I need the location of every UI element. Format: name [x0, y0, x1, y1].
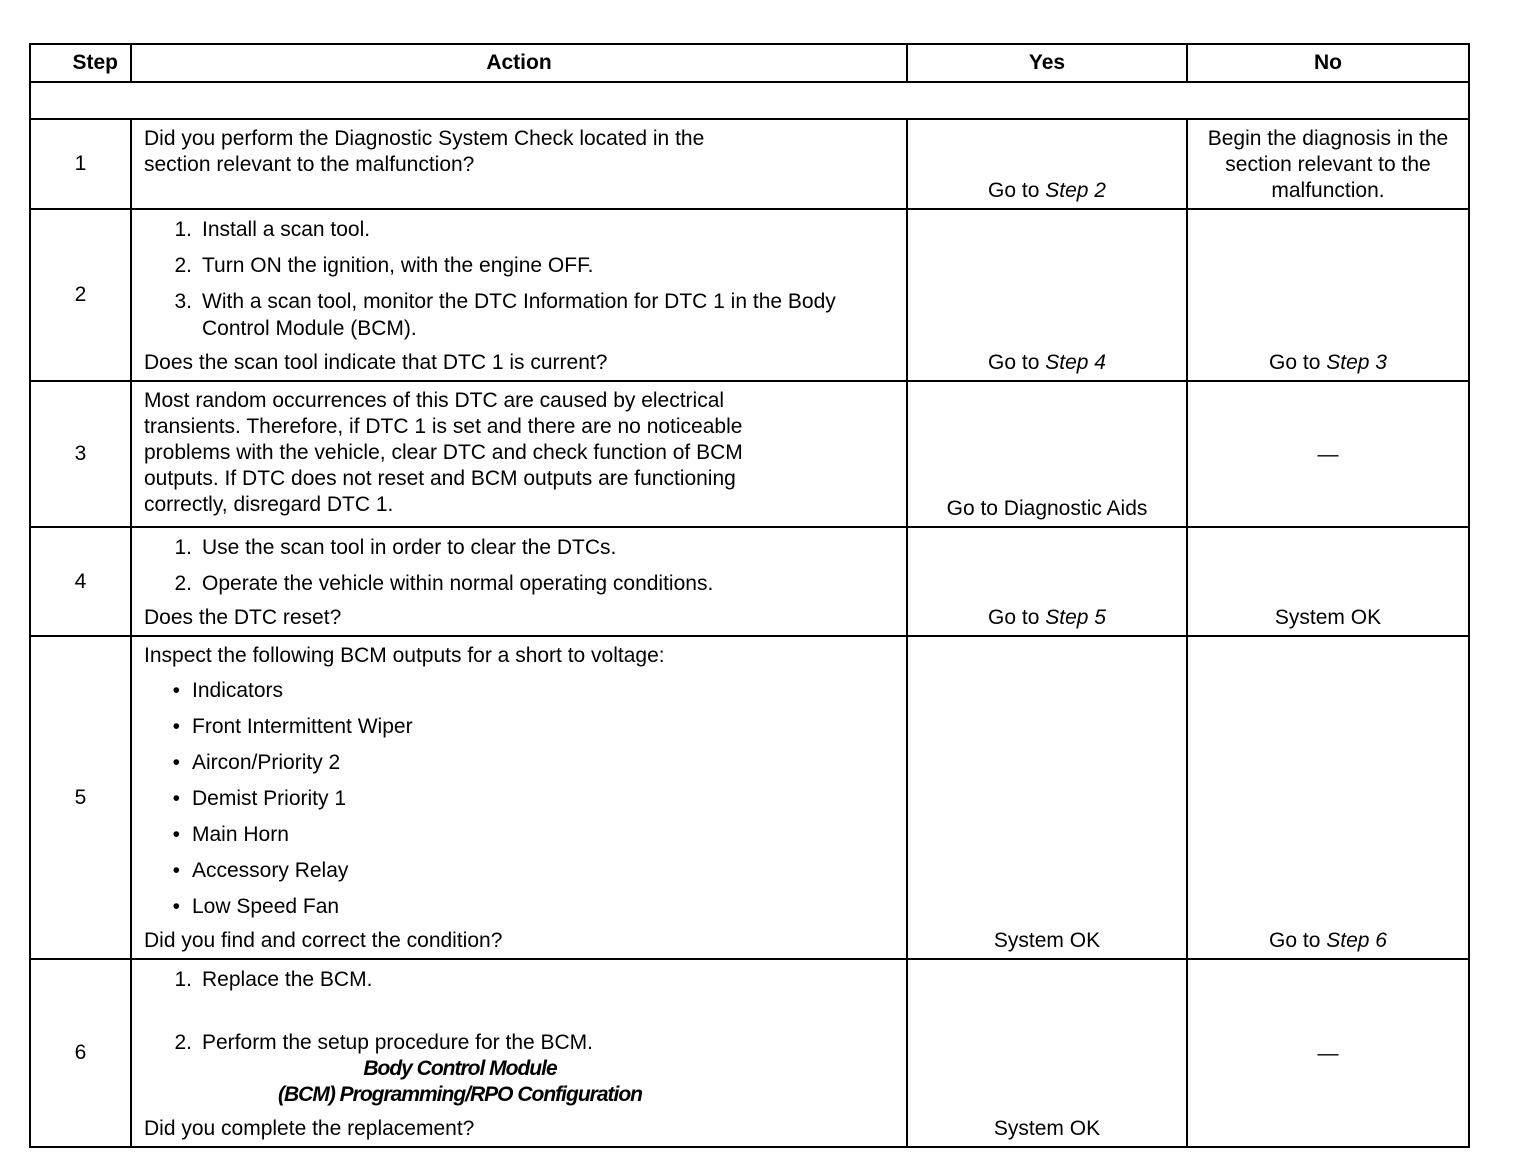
bullet-icon: • — [172, 859, 180, 882]
list-item-text: Aircon/Priority 2 — [192, 751, 341, 774]
list-item — [144, 677, 896, 704]
no-text: System OK — [1274, 606, 1382, 629]
yes-result — [907, 209, 1187, 381]
no-prefix: Go to — [1269, 351, 1321, 374]
bullet-icon: • — [172, 751, 180, 774]
list-item — [144, 966, 896, 993]
table-row — [30, 959, 1469, 1147]
yes-result — [907, 527, 1187, 636]
header-step: Step — [30, 44, 131, 82]
no-prefix: Go to — [1269, 929, 1321, 952]
yes-result — [907, 636, 1187, 959]
list-item — [144, 713, 896, 740]
step-number: 4 — [30, 527, 131, 636]
list-item-text: Indicators — [192, 679, 284, 702]
list-item-text: Accessory Relay — [192, 859, 349, 882]
yes-result — [907, 381, 1187, 527]
bullet-icon: • — [172, 787, 180, 810]
list-item-text: Turn ON the ignition, with the engine OFF. — [202, 254, 594, 277]
yes-step-link[interactable]: Step 4 — [1045, 351, 1106, 374]
action-question: Did you find and correct the condition? — [144, 929, 503, 952]
no-result — [1187, 527, 1469, 636]
diagnostic-table — [29, 43, 1470, 1148]
item-number: 1. — [174, 218, 192, 241]
no-result — [1187, 209, 1469, 381]
list-item — [144, 1029, 896, 1056]
item-number: 3. — [174, 290, 192, 313]
procedure-link: (BCM) Programming/RPO Configuration — [278, 1083, 642, 1106]
no-result — [1187, 119, 1469, 209]
item-number: 2. — [174, 572, 192, 595]
header-no: No — [1187, 44, 1469, 82]
no-result — [1187, 636, 1469, 959]
step-number: 3 — [30, 381, 131, 527]
yes-step-link[interactable]: Step 2 — [1045, 179, 1106, 202]
list-item-text: With a scan tool, monitor the DTC Information for DTC 1 in the Body Control Module (BCM). — [202, 290, 836, 340]
list-item-text: Replace the BCM. — [202, 968, 373, 991]
table-row — [30, 381, 1469, 527]
no-result — [1187, 959, 1469, 1147]
step-number: 6 — [30, 959, 131, 1147]
action-list — [144, 216, 896, 342]
action-question: Does the DTC reset? — [144, 606, 342, 629]
list-item-text: Operate the vehicle within normal operating conditions. — [202, 572, 714, 595]
action-text: Most random occurrences of this DTC are caused by electrical — [144, 389, 725, 412]
list-item-text: Front Intermittent Wiper — [192, 715, 413, 738]
bullet-icon: • — [172, 823, 180, 846]
list-item-text: Low Speed Fan — [192, 895, 340, 918]
blank-row — [30, 82, 1469, 119]
action-cell — [131, 959, 907, 1147]
step-number: 1 — [30, 119, 131, 209]
action-list — [144, 966, 896, 1056]
bullet-icon: • — [172, 715, 180, 738]
no-text: — — [1317, 442, 1339, 466]
step-number: 5 — [30, 636, 131, 959]
yes-text: System OK — [993, 929, 1101, 952]
list-item — [144, 570, 896, 597]
action-text: section relevant to the malfunction? — [144, 153, 475, 176]
list-item-text: Install a scan tool. — [202, 218, 371, 241]
action-text: outputs. If DTC does not reset and BCM outputs are functioning — [144, 467, 736, 490]
yes-prefix: Go to — [988, 606, 1040, 629]
table-row — [30, 527, 1469, 636]
header-action: Action — [131, 44, 907, 82]
step-number: 2 — [30, 209, 131, 381]
action-text: Did you perform the Diagnostic System Check located in the — [144, 127, 705, 150]
no-step-link[interactable]: Step 3 — [1326, 351, 1387, 374]
no-text: — — [1317, 1041, 1339, 1065]
table-row — [30, 209, 1469, 381]
item-number: 1. — [174, 536, 192, 559]
header-yes: Yes — [907, 44, 1187, 82]
action-cell — [131, 381, 907, 527]
yes-prefix: Go to — [988, 179, 1040, 202]
header-row — [30, 44, 1469, 82]
list-item — [144, 749, 896, 776]
yes-text: System OK — [993, 1117, 1101, 1140]
no-text: Begin the diagnosis in the section relevant to the malfunction. — [1207, 127, 1449, 202]
list-item-text: Use the scan tool in order to clear the DTCs. — [202, 536, 617, 559]
list-item — [144, 857, 896, 884]
list-item — [144, 288, 896, 342]
yes-result — [907, 959, 1187, 1147]
bullet-icon: • — [172, 895, 180, 918]
list-item-text: Main Horn — [192, 823, 289, 846]
item-number: 2. — [174, 1031, 192, 1054]
list-item-text: Perform the setup procedure for the BCM. — [202, 1031, 594, 1054]
table-row — [30, 119, 1469, 209]
action-cell — [131, 636, 907, 959]
action-list — [144, 677, 896, 920]
list-item — [144, 534, 896, 561]
yes-text: Go to Diagnostic Aids — [946, 497, 1148, 520]
list-item — [144, 893, 896, 920]
action-text: Inspect the following BCM outputs for a short to voltage: — [144, 644, 665, 667]
action-list — [144, 534, 896, 597]
list-item-text: Demist Priority 1 — [192, 787, 347, 810]
list-item — [144, 252, 896, 279]
table-row — [30, 636, 1469, 959]
yes-result — [907, 119, 1187, 209]
yes-step-link[interactable]: Step 5 — [1045, 606, 1106, 629]
action-question: Does the scan tool indicate that DTC 1 is current? — [144, 351, 608, 374]
no-step-link[interactable]: Step 6 — [1326, 929, 1387, 952]
action-cell — [131, 119, 907, 209]
action-text: correctly, disregard DTC 1. — [144, 493, 394, 516]
action-cell — [131, 527, 907, 636]
list-item — [144, 821, 896, 848]
action-question: Did you complete the replacement? — [144, 1117, 475, 1140]
action-text: problems with the vehicle, clear DTC and check function of BCM — [144, 441, 743, 464]
action-text: transients. Therefore, if DTC 1 is set and there are no noticeable — [144, 415, 743, 438]
blank-cell — [30, 82, 1469, 119]
procedure-link: Body Control Module — [363, 1057, 557, 1080]
list-item — [144, 785, 896, 812]
list-item — [144, 216, 896, 243]
action-cell — [131, 209, 907, 381]
item-number: 1. — [174, 968, 192, 991]
bullet-icon: • — [172, 679, 180, 702]
no-result — [1187, 381, 1469, 527]
table-body — [30, 119, 1469, 1147]
yes-prefix: Go to — [988, 351, 1040, 374]
item-number: 2. — [174, 254, 192, 277]
